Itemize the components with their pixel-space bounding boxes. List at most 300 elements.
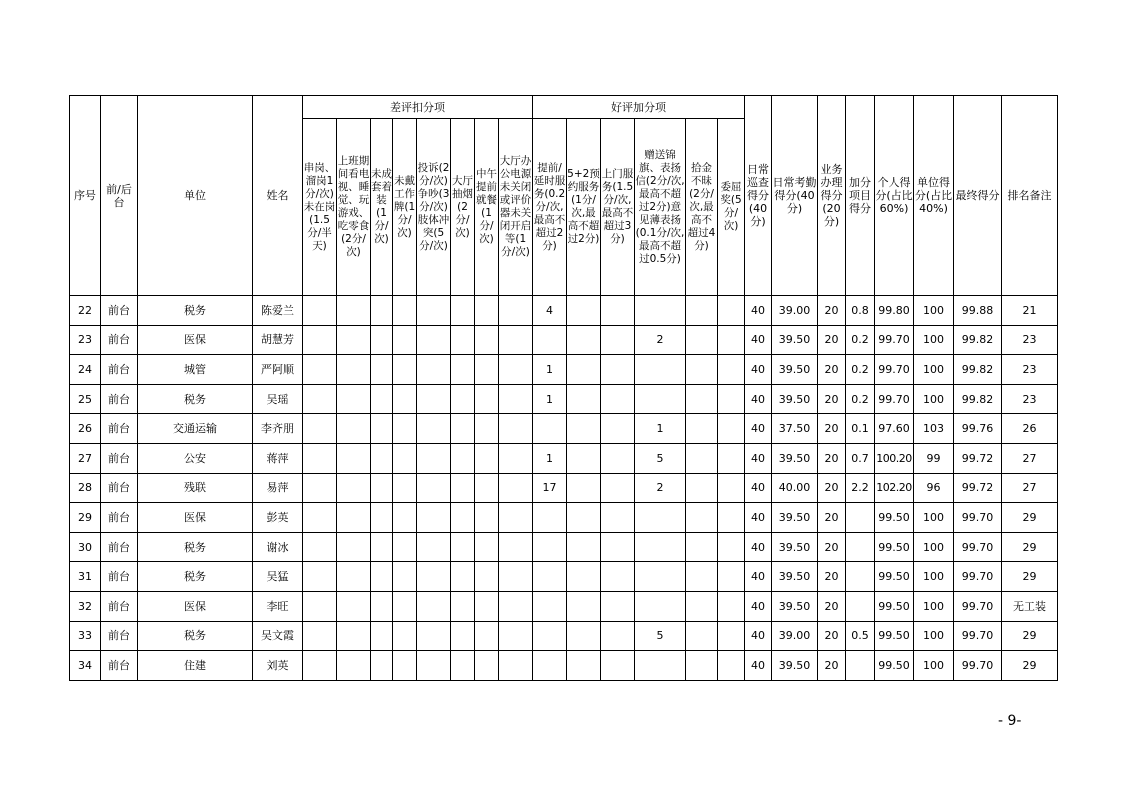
cell-deduct (337, 503, 371, 533)
cell-unit-score: 96 (914, 473, 954, 503)
header-unit: 单位 (138, 96, 253, 296)
cell-final: 99.88 (954, 296, 1002, 326)
cell-deduct (303, 651, 337, 681)
cell-unit: 税务 (138, 532, 253, 562)
cell-patrol: 40 (745, 651, 772, 681)
cell-name: 蒋萍 (253, 443, 303, 473)
cell-final: 99.72 (954, 443, 1002, 473)
cell-bonus (601, 562, 635, 592)
cell-deduct (337, 384, 371, 414)
header-deduct-item: 未成套着装(1分/次) (371, 119, 393, 296)
cell-final: 99.70 (954, 621, 1002, 651)
header-seq: 序号 (70, 96, 101, 296)
cell-patrol: 40 (745, 325, 772, 355)
cell-deduct (393, 325, 417, 355)
cell-deduct (451, 296, 475, 326)
cell-deduct (337, 562, 371, 592)
cell-deduct (393, 473, 417, 503)
header-attendance: 日常考勤得分(40分) (772, 96, 818, 296)
cell-deduct (475, 562, 499, 592)
cell-rank: 29 (1002, 621, 1058, 651)
cell-unit: 医保 (138, 591, 253, 621)
cell-bonus-total: 0.7 (846, 443, 875, 473)
cell-seq: 27 (70, 443, 101, 473)
cell-deduct (451, 532, 475, 562)
cell-final: 99.82 (954, 384, 1002, 414)
cell-deduct (337, 651, 371, 681)
cell-deduct (337, 325, 371, 355)
cell-seq: 34 (70, 651, 101, 681)
cell-personal: 99.50 (875, 503, 914, 533)
cell-rank: 无工装 (1002, 591, 1058, 621)
cell-business: 20 (818, 562, 846, 592)
cell-deduct (303, 562, 337, 592)
cell-front-back: 前台 (101, 591, 138, 621)
cell-bonus (686, 532, 718, 562)
cell-patrol: 40 (745, 355, 772, 385)
header-bonus-item: 拾金不昧(2分/次,最高不超过4分) (686, 119, 718, 296)
cell-bonus-overtime: 4 (533, 296, 567, 326)
cell-unit-score: 100 (914, 591, 954, 621)
cell-front-back: 前台 (101, 296, 138, 326)
cell-seq: 25 (70, 384, 101, 414)
cell-bonus-total: 0.2 (846, 384, 875, 414)
cell-deduct (303, 384, 337, 414)
cell-deduct (371, 591, 393, 621)
header-deduct-group: 差评扣分项 (303, 96, 533, 119)
cell-deduct (499, 591, 533, 621)
cell-deduct (475, 414, 499, 444)
cell-bonus (601, 591, 635, 621)
cell-final: 99.70 (954, 651, 1002, 681)
cell-bonus-praise (635, 562, 686, 592)
cell-attendance: 37.50 (772, 414, 818, 444)
cell-rank: 21 (1002, 296, 1058, 326)
cell-bonus (686, 414, 718, 444)
cell-seq: 26 (70, 414, 101, 444)
cell-bonus (601, 355, 635, 385)
cell-deduct (393, 296, 417, 326)
cell-bonus (718, 651, 745, 681)
cell-deduct (393, 384, 417, 414)
table-row (70, 562, 1058, 592)
cell-unit-score: 99 (914, 443, 954, 473)
cell-deduct (417, 473, 451, 503)
cell-bonus-overtime (533, 621, 567, 651)
cell-unit: 税务 (138, 296, 253, 326)
cell-deduct (417, 651, 451, 681)
cell-deduct (337, 532, 371, 562)
cell-front-back: 前台 (101, 503, 138, 533)
table-row (70, 384, 1058, 414)
cell-bonus (718, 384, 745, 414)
cell-deduct (303, 503, 337, 533)
cell-deduct (451, 621, 475, 651)
cell-bonus (686, 473, 718, 503)
cell-bonus (686, 325, 718, 355)
header-patrol: 日常巡查得分(40分) (745, 96, 772, 296)
cell-business: 20 (818, 532, 846, 562)
cell-rank: 29 (1002, 503, 1058, 533)
cell-seq: 23 (70, 325, 101, 355)
table-row (70, 296, 1058, 326)
cell-front-back: 前台 (101, 562, 138, 592)
cell-bonus-praise (635, 355, 686, 385)
cell-deduct (499, 414, 533, 444)
cell-front-back: 前台 (101, 443, 138, 473)
cell-name: 彭英 (253, 503, 303, 533)
cell-unit: 住建 (138, 651, 253, 681)
cell-personal: 97.60 (875, 414, 914, 444)
cell-seq: 24 (70, 355, 101, 385)
cell-patrol: 40 (745, 473, 772, 503)
cell-deduct (417, 532, 451, 562)
cell-deduct (393, 503, 417, 533)
cell-deduct (475, 443, 499, 473)
cell-deduct (475, 591, 499, 621)
cell-bonus (718, 591, 745, 621)
cell-bonus (567, 562, 601, 592)
cell-deduct (499, 503, 533, 533)
header-rank: 排名备注 (1002, 96, 1058, 296)
cell-final: 99.70 (954, 562, 1002, 592)
cell-unit-score: 100 (914, 503, 954, 533)
cell-bonus-overtime (533, 325, 567, 355)
cell-deduct (499, 296, 533, 326)
cell-deduct (303, 532, 337, 562)
cell-bonus (567, 414, 601, 444)
cell-name: 易萍 (253, 473, 303, 503)
cell-patrol: 40 (745, 296, 772, 326)
cell-deduct (499, 651, 533, 681)
cell-deduct (417, 621, 451, 651)
cell-business: 20 (818, 503, 846, 533)
cell-bonus (601, 384, 635, 414)
cell-business: 20 (818, 414, 846, 444)
cell-patrol: 40 (745, 503, 772, 533)
cell-bonus-praise (635, 384, 686, 414)
cell-bonus (567, 591, 601, 621)
cell-business: 20 (818, 651, 846, 681)
cell-attendance: 39.50 (772, 591, 818, 621)
cell-deduct (371, 443, 393, 473)
cell-bonus (686, 591, 718, 621)
cell-personal: 99.70 (875, 325, 914, 355)
header-deduct-item: 大厅办公电源未关闭或评价器未关闭开启等(1分/次) (499, 119, 533, 296)
cell-bonus (718, 355, 745, 385)
cell-bonus (567, 503, 601, 533)
cell-unit-score: 100 (914, 296, 954, 326)
cell-front-back: 前台 (101, 325, 138, 355)
header-name: 姓名 (253, 96, 303, 296)
cell-bonus (601, 443, 635, 473)
cell-front-back: 前台 (101, 384, 138, 414)
table-row (70, 651, 1058, 681)
cell-personal: 99.50 (875, 621, 914, 651)
cell-name: 陈爱兰 (253, 296, 303, 326)
cell-bonus (686, 384, 718, 414)
cell-name: 吴瑶 (253, 384, 303, 414)
header-bonus-item: 上门服务(1.5分/次,最高不超过3分) (601, 119, 635, 296)
cell-bonus (718, 562, 745, 592)
page-number: - 9- (998, 713, 1022, 729)
cell-business: 20 (818, 473, 846, 503)
cell-bonus (686, 296, 718, 326)
cell-name: 吴文霞 (253, 621, 303, 651)
cell-bonus (567, 532, 601, 562)
cell-bonus-overtime: 17 (533, 473, 567, 503)
cell-bonus-praise: 5 (635, 621, 686, 651)
cell-bonus (567, 384, 601, 414)
cell-deduct (303, 325, 337, 355)
cell-bonus (567, 473, 601, 503)
header-deduct-item: 投诉(2分/次)争吵(3分/次)肢体冲突(5分/次) (417, 119, 451, 296)
cell-business: 20 (818, 621, 846, 651)
cell-unit-score: 103 (914, 414, 954, 444)
table-row (70, 532, 1058, 562)
header-bonus-item: 赠送锦旗、表扬信(2分/次,最高不超过2分)意见薄表扬(0.1分/次,最高不超过0.5分) (635, 119, 686, 296)
cell-attendance: 39.50 (772, 562, 818, 592)
cell-deduct (499, 325, 533, 355)
cell-name: 李旺 (253, 591, 303, 621)
cell-attendance: 39.50 (772, 384, 818, 414)
cell-deduct (475, 473, 499, 503)
header-deduct-item: 串岗、溜岗1分/次)未在岗(1.5分/半天) (303, 119, 337, 296)
cell-personal: 99.80 (875, 296, 914, 326)
cell-deduct (417, 443, 451, 473)
cell-bonus (686, 503, 718, 533)
cell-deduct (499, 443, 533, 473)
header-bonus-total: 加分项目得分 (846, 96, 875, 296)
cell-bonus-overtime (533, 503, 567, 533)
cell-deduct (337, 355, 371, 385)
cell-front-back: 前台 (101, 473, 138, 503)
cell-final: 99.70 (954, 532, 1002, 562)
cell-bonus (567, 355, 601, 385)
cell-personal: 99.50 (875, 651, 914, 681)
cell-bonus (601, 532, 635, 562)
cell-patrol: 40 (745, 621, 772, 651)
cell-unit: 城管 (138, 355, 253, 385)
cell-deduct (417, 503, 451, 533)
cell-bonus (686, 651, 718, 681)
cell-deduct (475, 651, 499, 681)
cell-bonus (686, 443, 718, 473)
cell-bonus (601, 325, 635, 355)
cell-deduct (337, 621, 371, 651)
cell-rank: 26 (1002, 414, 1058, 444)
cell-rank: 29 (1002, 651, 1058, 681)
cell-personal: 99.50 (875, 562, 914, 592)
cell-bonus (567, 621, 601, 651)
cell-final: 99.70 (954, 591, 1002, 621)
cell-bonus-praise (635, 532, 686, 562)
cell-deduct (303, 473, 337, 503)
cell-deduct (393, 651, 417, 681)
cell-attendance: 40.00 (772, 473, 818, 503)
cell-unit-score: 100 (914, 532, 954, 562)
header-personal: 个人得分(占比60%) (875, 96, 914, 296)
cell-bonus-overtime (533, 591, 567, 621)
cell-bonus-praise: 1 (635, 414, 686, 444)
cell-front-back: 前台 (101, 651, 138, 681)
cell-bonus (601, 473, 635, 503)
cell-deduct (371, 296, 393, 326)
cell-bonus-total: 0.8 (846, 296, 875, 326)
cell-rank: 29 (1002, 532, 1058, 562)
cell-deduct (371, 414, 393, 444)
cell-bonus-overtime: 1 (533, 443, 567, 473)
cell-unit-score: 100 (914, 562, 954, 592)
cell-attendance: 39.00 (772, 621, 818, 651)
cell-bonus (567, 443, 601, 473)
cell-deduct (475, 355, 499, 385)
cell-deduct (451, 414, 475, 444)
cell-unit: 残联 (138, 473, 253, 503)
cell-front-back: 前台 (101, 532, 138, 562)
cell-front-back: 前台 (101, 621, 138, 651)
cell-bonus-praise (635, 651, 686, 681)
cell-attendance: 39.00 (772, 296, 818, 326)
cell-patrol: 40 (745, 384, 772, 414)
cell-deduct (417, 296, 451, 326)
cell-business: 20 (818, 355, 846, 385)
cell-bonus (718, 473, 745, 503)
cell-unit: 医保 (138, 325, 253, 355)
cell-deduct (393, 414, 417, 444)
cell-bonus-total (846, 651, 875, 681)
cell-patrol: 40 (745, 591, 772, 621)
cell-bonus-total: 2.2 (846, 473, 875, 503)
cell-deduct (303, 355, 337, 385)
cell-deduct (451, 325, 475, 355)
cell-deduct (393, 562, 417, 592)
cell-patrol: 40 (745, 443, 772, 473)
cell-bonus (601, 503, 635, 533)
cell-deduct (371, 651, 393, 681)
table-row (70, 325, 1058, 355)
cell-personal: 99.50 (875, 591, 914, 621)
cell-bonus-praise (635, 296, 686, 326)
cell-bonus (601, 651, 635, 681)
cell-deduct (371, 562, 393, 592)
cell-rank: 23 (1002, 384, 1058, 414)
header-deduct-item: 大厅抽烟(2分/次) (451, 119, 475, 296)
cell-bonus (567, 296, 601, 326)
cell-deduct (417, 325, 451, 355)
cell-deduct (371, 384, 393, 414)
cell-deduct (303, 296, 337, 326)
cell-bonus (567, 651, 601, 681)
cell-attendance: 39.50 (772, 503, 818, 533)
table-row (70, 414, 1058, 444)
cell-unit: 医保 (138, 503, 253, 533)
table-row (70, 355, 1058, 385)
cell-bonus-total: 0.2 (846, 325, 875, 355)
cell-bonus-praise: 2 (635, 325, 686, 355)
cell-bonus-overtime (533, 651, 567, 681)
cell-final: 99.76 (954, 414, 1002, 444)
cell-deduct (451, 503, 475, 533)
cell-unit: 交通运输 (138, 414, 253, 444)
cell-unit-score: 100 (914, 325, 954, 355)
cell-attendance: 39.50 (772, 355, 818, 385)
cell-bonus (718, 503, 745, 533)
cell-bonus-praise (635, 503, 686, 533)
header-deduct-item: 上班期间看电视、睡觉、玩游戏、吃零食(2分/次) (337, 119, 371, 296)
cell-deduct (371, 503, 393, 533)
cell-patrol: 40 (745, 414, 772, 444)
cell-deduct (337, 414, 371, 444)
cell-deduct (371, 621, 393, 651)
cell-deduct (451, 562, 475, 592)
cell-bonus-total (846, 591, 875, 621)
cell-bonus-total: 0.5 (846, 621, 875, 651)
cell-deduct (499, 562, 533, 592)
cell-personal: 99.70 (875, 384, 914, 414)
cell-deduct (451, 651, 475, 681)
cell-deduct (303, 443, 337, 473)
cell-front-back: 前台 (101, 355, 138, 385)
cell-seq: 32 (70, 591, 101, 621)
cell-deduct (337, 443, 371, 473)
cell-bonus-overtime: 1 (533, 384, 567, 414)
cell-final: 99.72 (954, 473, 1002, 503)
cell-deduct (393, 443, 417, 473)
cell-bonus-praise (635, 591, 686, 621)
cell-deduct (475, 621, 499, 651)
cell-unit-score: 100 (914, 355, 954, 385)
cell-deduct (475, 325, 499, 355)
cell-seq: 33 (70, 621, 101, 651)
cell-name: 李齐朋 (253, 414, 303, 444)
cell-bonus (686, 621, 718, 651)
cell-deduct (371, 532, 393, 562)
cell-bonus (686, 355, 718, 385)
cell-seq: 22 (70, 296, 101, 326)
cell-deduct (417, 562, 451, 592)
cell-deduct (303, 621, 337, 651)
cell-rank: 23 (1002, 355, 1058, 385)
cell-deduct (499, 355, 533, 385)
cell-business: 20 (818, 591, 846, 621)
score-table (69, 95, 1058, 681)
cell-bonus-total: 0.1 (846, 414, 875, 444)
cell-deduct (475, 296, 499, 326)
cell-unit: 税务 (138, 562, 253, 592)
cell-business: 20 (818, 384, 846, 414)
cell-deduct (371, 355, 393, 385)
cell-personal: 99.70 (875, 355, 914, 385)
cell-bonus-total (846, 503, 875, 533)
cell-bonus-total (846, 532, 875, 562)
cell-front-back: 前台 (101, 414, 138, 444)
cell-bonus (718, 325, 745, 355)
cell-bonus (567, 325, 601, 355)
cell-deduct (337, 296, 371, 326)
cell-deduct (499, 473, 533, 503)
cell-patrol: 40 (745, 562, 772, 592)
table-row (70, 503, 1058, 533)
header-business: 业务办理得分(20分) (818, 96, 846, 296)
cell-unit: 税务 (138, 621, 253, 651)
cell-bonus (718, 443, 745, 473)
cell-deduct (451, 443, 475, 473)
cell-unit-score: 100 (914, 651, 954, 681)
cell-attendance: 39.50 (772, 325, 818, 355)
cell-bonus-praise: 5 (635, 443, 686, 473)
cell-deduct (393, 621, 417, 651)
